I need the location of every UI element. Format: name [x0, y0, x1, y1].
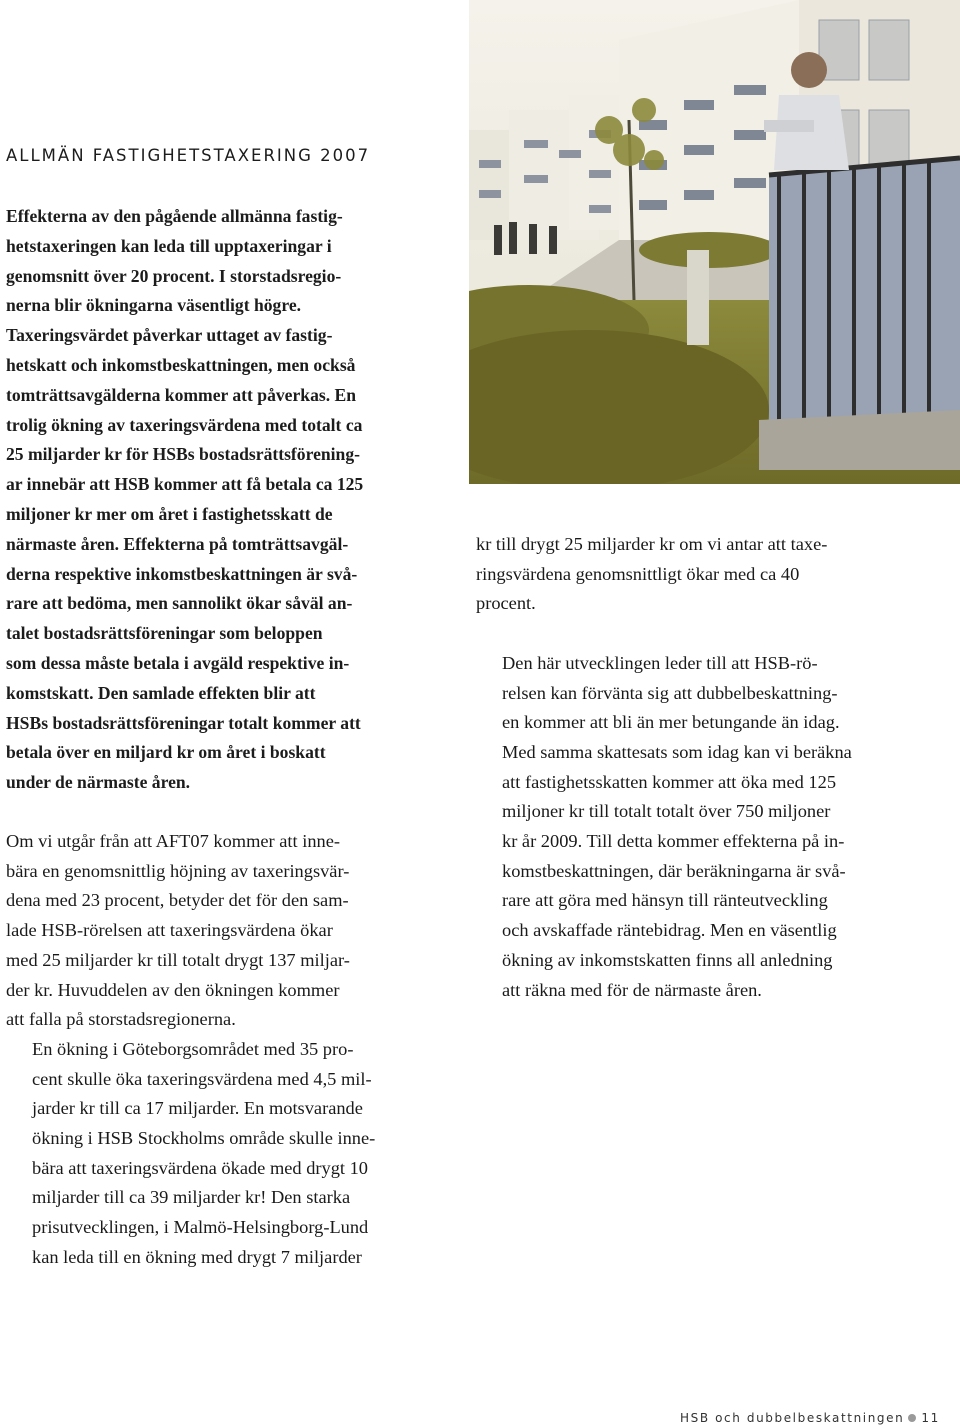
bullet-dot-icon — [908, 1414, 916, 1422]
text-line: procent. — [476, 593, 536, 614]
text-line: hetskatt och inkomstbeskattningen, men också — [6, 354, 356, 375]
text-line: att räkna med för de närmaste åren. — [502, 979, 762, 1000]
text-line: trolig ökning av taxeringsvärdena med totalt ca — [6, 414, 363, 435]
text-line: ringsvärdena genomsnittligt ökar med ca 40 — [476, 563, 800, 584]
text-line: prisutvecklingen, i Malmö-Helsingborg-Lund — [32, 1217, 369, 1238]
text-line: Med samma skattesats som idag kan vi beräkna — [502, 741, 852, 762]
text-line: som dessa måste betala i avgäld respektive in- — [6, 652, 350, 673]
text-line: En ökning i Göteborgsområdet med 35 pro- — [32, 1038, 354, 1059]
housing-photo — [469, 0, 960, 484]
body-paragraph — [476, 649, 921, 1005]
text-line: en kommer att bli än mer betungande än idag. — [502, 712, 840, 733]
lead-paragraph — [6, 202, 436, 798]
body-paragraph — [6, 827, 436, 1035]
text-line: miljoner kr mer om året i fastighetsskatt de — [6, 503, 333, 524]
text-line: nerna blir ökningarna väsentligt högre. — [6, 295, 302, 316]
text-line: HSBs bostadsrättsföreningar totalt kommer att — [6, 712, 361, 733]
text-line: talet bostadsrättsföreningar som beloppen — [6, 623, 323, 644]
text-line: kr år 2009. Till detta kommer effekterna på in- — [502, 831, 845, 852]
page-footer — [680, 1411, 940, 1425]
lead-column — [6, 202, 436, 798]
body-paragraph — [6, 1035, 436, 1273]
footer-title: HSB och dubbelbeskattningen — [680, 1411, 905, 1425]
text-line: att falla på storstadsregionerna. — [6, 1009, 236, 1030]
body-paragraph — [476, 530, 921, 619]
text-line: betala över en miljard kr om året i boskatt — [6, 742, 326, 763]
text-line: kan leda till en ökning med drygt 7 miljarder — [32, 1246, 362, 1267]
text-line: miljarder till ca 39 miljarder kr! Den starka — [32, 1187, 351, 1208]
text-line: relsen kan förvänta sig att dubbelbeskattning- — [502, 682, 838, 703]
text-line: jarder kr till ca 17 miljarder. En motsvarande — [32, 1098, 363, 1119]
page-number: 11 — [921, 1411, 940, 1425]
text-line: komstbeskattningen, där beräkningarna är svå- — [502, 860, 846, 881]
text-line: miljoner kr till totalt totalt över 750 miljoner — [502, 801, 831, 822]
text-line: och avskaffade räntebidrag. Men en väsentlig — [502, 920, 837, 941]
text-line: genomsnitt över 20 procent. I storstadsregio- — [6, 265, 342, 286]
text-line: ökning i HSB Stockholms område skulle inne- — [32, 1128, 376, 1149]
right-body-column — [476, 530, 921, 1005]
text-line: kr till drygt 25 miljarder kr om vi antar att taxe- — [476, 534, 828, 554]
text-line: med 25 miljarder kr till totalt drygt 137 miljar- — [6, 949, 350, 970]
text-line: att fastighetsskatten kommer att öka med 125 — [502, 771, 837, 792]
text-line: derna respektive inkomstbeskattningen är svå- — [6, 563, 358, 584]
text-line: Taxeringsvärdet påverkar uttaget av fastig- — [6, 325, 333, 346]
text-line: 25 miljarder kr för HSBs bostadsrättsförening- — [6, 444, 360, 465]
text-line: komstskatt. Den samlade effekten blir att — [6, 682, 316, 703]
text-line: Den här utvecklingen leder till att HSB-rö- — [502, 652, 818, 673]
text-line: tomträttsavgälderna kommer att påverkas. En — [6, 384, 357, 405]
text-line: Effekterna av den pågående allmänna fastig- — [6, 206, 343, 226]
text-line: Om vi utgår från att AFT07 kommer att inne- — [6, 831, 341, 851]
page-heading: ALLMÄN FASTIGHETSTAXERING 2007 — [6, 146, 371, 165]
text-line: bära en genomsnittlig höjning av taxeringsvär- — [6, 860, 350, 881]
text-line: under de närmaste åren. — [6, 772, 191, 793]
text-line: närmaste åren. Effekterna på tomträttsavgäl- — [6, 533, 349, 554]
text-line: rare att bedöma, men sannolikt ökar såväl an- — [6, 593, 353, 614]
text-line: ar innebär att HSB kommer att få betala ca 125 — [6, 474, 364, 495]
text-line: cent skulle öka taxeringsvärdena med 4,5 mil- — [32, 1068, 372, 1089]
left-body-column — [6, 827, 436, 1273]
text-line: hetstaxeringen kan leda till upptaxeringar i — [6, 235, 332, 256]
text-line: rare att göra med hänsyn till ränteutveckling — [502, 890, 828, 911]
text-line: bära att taxeringsvärdena ökade med drygt 10 — [32, 1157, 369, 1178]
text-line: ökning av inkomstskatten finns all anledning — [502, 949, 833, 970]
text-line: lade HSB-rörelsen att taxeringsvärdena ökar — [6, 920, 333, 941]
text-line: der kr. Huvuddelen av den ökningen kommer — [6, 979, 340, 1000]
text-line: dena med 23 procent, betyder det för den sam- — [6, 890, 349, 911]
housing-photo-illustration — [469, 0, 960, 484]
